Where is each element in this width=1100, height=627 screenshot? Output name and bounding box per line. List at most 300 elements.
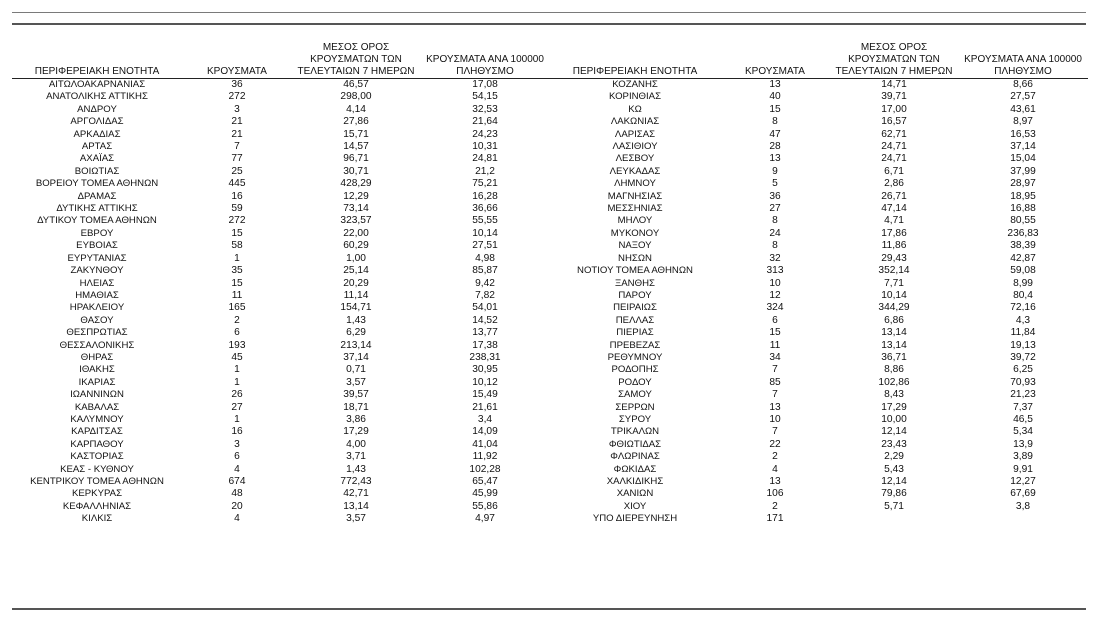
- cell-avg7: 3,86: [346, 413, 366, 425]
- table-row: [12, 240, 550, 252]
- cell-cases: 171: [766, 513, 784, 525]
- cell-avg7: [830, 513, 958, 525]
- cell-cases: 7: [772, 426, 778, 438]
- cell-per100k: 236,83: [1007, 227, 1039, 239]
- cell-avg7: 5,71: [884, 500, 904, 512]
- cell-region: ΜΑΓΝΗΣΙΑΣ: [607, 190, 663, 202]
- table-row: [550, 191, 1088, 203]
- cell-cases: 4: [234, 463, 240, 475]
- cell-cases: 28: [769, 141, 781, 153]
- cell-per100k: 17,08: [472, 79, 498, 90]
- table-row: [12, 116, 550, 128]
- cell-cases: 6: [234, 451, 240, 463]
- cell-region: ΚΟΖΑΝΗΣ: [612, 79, 658, 90]
- cell-cases: 16: [231, 190, 243, 202]
- cell-avg7: 0,71: [346, 364, 366, 376]
- cell-per100k: 11,92: [472, 451, 498, 463]
- cell-per100k: 7,82: [475, 289, 495, 301]
- cell-region: ΠΕΙΡΑΙΩΣ: [613, 302, 657, 314]
- cell-region: ΦΘΙΩΤΙΔΑΣ: [608, 438, 662, 450]
- cell-region: ΚΑΡΠΑΘΟΥ: [70, 438, 124, 450]
- cell-avg7: 3,57: [346, 513, 366, 525]
- cell-avg7: 17,29: [343, 426, 369, 438]
- cell-avg7: 13,14: [343, 500, 369, 512]
- table-row: [550, 104, 1088, 116]
- cell-avg7: 10,00: [881, 413, 907, 425]
- table-header-row: [550, 30, 1088, 79]
- cell-avg7: 8,43: [884, 389, 904, 401]
- table-row: [12, 228, 550, 240]
- table-row: [550, 228, 1088, 240]
- cell-avg7: 11,86: [881, 240, 907, 252]
- cell-cases: 272: [228, 215, 246, 227]
- cell-per100k: 27,57: [1010, 91, 1036, 103]
- table-row: [12, 315, 550, 327]
- cell-cases: 27: [231, 401, 243, 413]
- cell-per100k: 16,88: [1010, 203, 1036, 215]
- cell-avg7: 46,57: [343, 79, 369, 90]
- cell-region: ΜΕΣΣΗΝΙΑΣ: [607, 203, 663, 215]
- cell-region: ΚΕΑΣ - ΚΥΘΝΟΥ: [60, 463, 134, 475]
- cell-cases: 13: [769, 476, 781, 487]
- cell-cases: 106: [766, 488, 784, 500]
- left-table-block: [12, 30, 550, 526]
- cell-cases: 32: [769, 252, 781, 264]
- table-row: [12, 104, 550, 116]
- cell-avg7: 17,29: [881, 401, 907, 413]
- cell-cases: 3: [234, 103, 240, 115]
- cell-region: ΝΑΞΟΥ: [618, 240, 652, 252]
- cell-avg7: 3,57: [346, 376, 366, 388]
- cell-per100k: 24,23: [472, 128, 498, 140]
- cell-region: ΣΕΡΡΩΝ: [615, 401, 655, 413]
- cell-per100k: [958, 513, 1088, 525]
- cell-cases: 313: [766, 265, 784, 277]
- cell-avg7: 39,57: [343, 389, 369, 401]
- cell-per100k: 5,34: [1013, 426, 1033, 438]
- cell-region: ΚΑΛΥΜΝΟΥ: [70, 413, 124, 425]
- cell-region: ΡΟΔΟΥ: [618, 376, 652, 388]
- table-row: [12, 290, 550, 302]
- cell-cases: 11: [769, 339, 781, 351]
- cell-region: ΕΒΡΟΥ: [80, 227, 114, 239]
- cell-per100k: 13,77: [472, 327, 498, 339]
- cell-cases: 8: [772, 240, 778, 252]
- table-row: [550, 352, 1088, 364]
- cell-per100k: 38,39: [1010, 240, 1036, 252]
- cell-per100k: 15,49: [472, 389, 498, 401]
- cell-cases: 22: [769, 438, 781, 450]
- cell-avg7: 26,71: [881, 190, 907, 202]
- cell-avg7: 47,14: [881, 203, 907, 215]
- cell-region: ΚΕΡΚΥΡΑΣ: [71, 488, 122, 500]
- table-row: [12, 513, 550, 525]
- cell-region: ΝΗΣΩΝ: [618, 252, 652, 264]
- cell-region: ΞΑΝΘΗΣ: [615, 277, 655, 289]
- cell-region: ΡΟΔΟΠΗΣ: [611, 364, 659, 376]
- cell-region: ΙΚΑΡΙΑΣ: [78, 376, 116, 388]
- cell-region: ΗΜΑΘΙΑΣ: [75, 289, 119, 301]
- cell-cases: 10: [769, 413, 781, 425]
- cell-avg7: 96,71: [343, 153, 369, 165]
- right-table-block: [550, 30, 1088, 526]
- cell-avg7: 39,71: [881, 91, 907, 103]
- table-row: [12, 191, 550, 203]
- cell-cases: 15: [769, 327, 781, 339]
- cell-per100k: 8,97: [1013, 116, 1033, 128]
- cell-cases: 3: [234, 438, 240, 450]
- cell-region: ΚΩ: [628, 103, 642, 115]
- cell-region: ΚΑΣΤΟΡΙΑΣ: [70, 451, 124, 463]
- cell-region: ΙΘΑΚΗΣ: [79, 364, 115, 376]
- cell-avg7: 4,00: [346, 438, 366, 450]
- cell-per100k: 6,25: [1013, 364, 1033, 376]
- cell-cases: 8: [772, 215, 778, 227]
- cell-avg7: 1,00: [346, 252, 366, 264]
- table-row: [550, 340, 1088, 352]
- cell-per100k: 4,3: [1015, 314, 1031, 326]
- cell-region: ΔΥΤΙΚΗΣ ΑΤΤΙΚΗΣ: [56, 203, 138, 215]
- cell-per100k: 32,53: [472, 103, 498, 115]
- cell-region: ΧΙΟΥ: [623, 500, 647, 512]
- table-row: [550, 315, 1088, 327]
- cell-per100k: 21,61: [472, 401, 498, 413]
- table-row: [550, 215, 1088, 227]
- table-row: [550, 203, 1088, 215]
- header-region: ΠΕΡΙΦΕΡΕΙΑΚΗ ΕΝΟΤΗΤΑ: [12, 30, 182, 79]
- cell-per100k: 9,42: [475, 277, 495, 289]
- table-row: [12, 389, 550, 401]
- cell-cases: 16: [231, 426, 243, 438]
- table-body-left: [12, 79, 550, 526]
- cases-table-left: [12, 30, 550, 526]
- cell-avg7: 15,71: [343, 128, 369, 140]
- cell-avg7: 14,57: [343, 141, 369, 153]
- cell-per100k: 15,04: [1010, 153, 1036, 165]
- table-row: [12, 278, 550, 290]
- cell-avg7: 18,71: [343, 401, 369, 413]
- top-rule: [12, 12, 1086, 13]
- cell-avg7: 17,86: [881, 227, 907, 239]
- cell-per100k: 14,52: [472, 314, 498, 326]
- header-avg7: ΜΕΣΟΣ ΟΡΟΣ ΚΡΟΥΣΜΑΤΩΝ ΤΩΝ ΤΕΛΕΥΤΑΙΩΝ 7 ΗΜΕΡΩΝ: [292, 30, 420, 79]
- cell-cases: 12: [769, 289, 781, 301]
- table-row: [550, 166, 1088, 178]
- cell-avg7: 60,29: [343, 240, 369, 252]
- cell-per100k: 18,95: [1010, 190, 1036, 202]
- cell-avg7: 154,71: [340, 302, 372, 314]
- cell-avg7: 13,14: [881, 339, 907, 351]
- table-row: [12, 451, 550, 463]
- cell-cases: 1: [234, 376, 240, 388]
- table-row: [12, 166, 550, 178]
- cell-per100k: 24,81: [472, 153, 498, 165]
- table-row: [12, 352, 550, 364]
- cell-region: ΠΕΛΛΑΣ: [615, 314, 655, 326]
- table-row: [550, 464, 1088, 476]
- cell-cases: 45: [231, 351, 243, 363]
- cell-per100k: 54,15: [472, 91, 498, 103]
- table-row: [12, 426, 550, 438]
- cell-region: ΦΛΩΡΙΝΑΣ: [610, 451, 660, 463]
- cell-cases: 2: [772, 451, 778, 463]
- cell-per100k: 8,99: [1013, 277, 1033, 289]
- cell-region: ΕΥΡΥΤΑΝΙΑΣ: [67, 252, 127, 264]
- cell-region: ΣΥΡΟΥ: [618, 413, 652, 425]
- cell-region: ΘΕΣΠΡΩΤΙΑΣ: [66, 327, 128, 339]
- table-body-right: [550, 79, 1088, 526]
- table-row: [12, 327, 550, 339]
- cell-per100k: 72,16: [1010, 302, 1036, 314]
- cell-cases: 8: [772, 116, 778, 128]
- cell-cases: 9: [772, 165, 778, 177]
- table-row: [550, 377, 1088, 389]
- cell-cases: 272: [228, 91, 246, 103]
- table-row: [12, 178, 550, 190]
- cell-cases: 85: [769, 376, 781, 388]
- table-row: [12, 302, 550, 314]
- table-row: [12, 377, 550, 389]
- cell-per100k: 37,14: [1010, 141, 1036, 153]
- cell-per100k: 8,66: [1013, 79, 1033, 90]
- cell-region: ΥΠΟ ΔΙΕΡΕΥΝΗΣΗ: [592, 513, 678, 525]
- cell-cases: 1: [234, 252, 240, 264]
- cell-avg7: 42,71: [343, 488, 369, 500]
- cell-per100k: 21,64: [472, 116, 498, 128]
- cell-per100k: 85,87: [472, 265, 498, 277]
- cell-avg7: 2,29: [884, 451, 904, 463]
- cell-avg7: 10,14: [881, 289, 907, 301]
- table-row: [550, 513, 1088, 525]
- cell-cases: 36: [231, 79, 243, 90]
- cell-cases: 165: [228, 302, 246, 314]
- table-row: [550, 364, 1088, 376]
- cell-per100k: 14,09: [472, 426, 498, 438]
- cell-avg7: 4,71: [884, 215, 904, 227]
- cell-avg7: 352,14: [878, 265, 910, 277]
- table-row: [550, 240, 1088, 252]
- cell-region: ΛΑΚΩΝΙΑΣ: [610, 116, 660, 128]
- cell-per100k: 80,4: [1013, 289, 1033, 301]
- table-row: [550, 141, 1088, 153]
- table-row: [550, 426, 1088, 438]
- cell-cases: 7: [772, 389, 778, 401]
- cell-cases: 10: [769, 277, 781, 289]
- cell-region: ΤΡΙΚΑΛΩΝ: [610, 426, 660, 438]
- table-row: [550, 439, 1088, 451]
- cell-avg7: 12,29: [343, 190, 369, 202]
- cell-region: ΛΕΥΚΑΔΑΣ: [609, 165, 661, 177]
- cell-region: ΑΙΤΩΛΟΑΚΑΡΝΑΝΙΑΣ: [48, 79, 146, 90]
- cell-region: ΝΟΤΙΟΥ ΤΟΜΕΑ ΑΘΗΝΩΝ: [577, 265, 693, 277]
- cell-per100k: 80,55: [1010, 215, 1036, 227]
- cell-cases: 36: [769, 190, 781, 202]
- cell-avg7: 12,14: [881, 426, 907, 438]
- table-row: [12, 476, 550, 488]
- cell-avg7: 298,00: [340, 91, 372, 103]
- cell-region: ΠΡΕΒΕΖΑΣ: [609, 339, 661, 351]
- cell-avg7: 24,71: [881, 153, 907, 165]
- cell-per100k: 9,91: [1013, 463, 1033, 475]
- table-row: [550, 253, 1088, 265]
- cell-per100k: 75,21: [472, 178, 498, 190]
- cell-avg7: 2,86: [884, 178, 904, 190]
- cell-avg7: 16,57: [881, 116, 907, 128]
- header-avg7: ΜΕΣΟΣ ΟΡΟΣ ΚΡΟΥΣΜΑΤΩΝ ΤΩΝ ΤΕΛΕΥΤΑΙΩΝ 7 ΗΜΕΡΩΝ: [830, 30, 958, 79]
- cell-cases: 324: [766, 302, 784, 314]
- cell-region: ΛΑΡΙΣΑΣ: [614, 128, 656, 140]
- table-row: [12, 253, 550, 265]
- table-row: [12, 129, 550, 141]
- cell-per100k: 16,28: [472, 190, 498, 202]
- table-row: [550, 501, 1088, 513]
- table-row: [550, 389, 1088, 401]
- cell-per100k: 65,47: [472, 476, 498, 487]
- cell-cases: 13: [769, 79, 781, 90]
- cell-cases: 5: [772, 178, 778, 190]
- cell-per100k: 27,51: [472, 240, 498, 252]
- table-row: [550, 402, 1088, 414]
- cell-avg7: 62,71: [881, 128, 907, 140]
- cell-per100k: 4,97: [475, 513, 495, 525]
- table-row: [550, 178, 1088, 190]
- cell-cases: 2: [234, 314, 240, 326]
- header-per100k: ΚΡΟΥΣΜΑΤΑ ΑΝΑ 100000 ΠΛΗΘΥΣΜΟ: [958, 30, 1088, 79]
- cell-per100k: 70,93: [1010, 376, 1036, 388]
- cell-region: ΑΡΚΑΔΙΑΣ: [73, 128, 121, 140]
- cell-per100k: 238,31: [469, 351, 501, 363]
- cell-region: ΑΡΓΟΛΙΔΑΣ: [70, 116, 124, 128]
- table-row: [12, 464, 550, 476]
- cell-avg7: 23,43: [881, 438, 907, 450]
- cell-cases: 6: [234, 327, 240, 339]
- cell-cases: 193: [228, 339, 246, 351]
- cell-avg7: 17,00: [881, 103, 907, 115]
- cell-region: ΕΥΒΟΙΑΣ: [76, 240, 118, 252]
- cell-per100k: 41,04: [472, 438, 498, 450]
- cell-cases: 21: [231, 128, 243, 140]
- cell-cases: 13: [769, 401, 781, 413]
- cell-region: ΛΑΣΙΘΙΟΥ: [612, 141, 658, 153]
- cell-cases: 58: [231, 240, 243, 252]
- cell-per100k: 21,2: [475, 165, 495, 177]
- cell-cases: 15: [231, 277, 243, 289]
- table-row: [12, 340, 550, 352]
- cell-per100k: 28,97: [1010, 178, 1036, 190]
- table-row: [12, 414, 550, 426]
- cell-cases: 15: [231, 227, 243, 239]
- table-row: [12, 215, 550, 227]
- cell-avg7: 1,43: [346, 314, 366, 326]
- cell-per100k: 37,99: [1010, 165, 1036, 177]
- cell-per100k: 7,37: [1013, 401, 1033, 413]
- header-per100k: ΚΡΟΥΣΜΑΤΑ ΑΝΑ 100000 ΠΛΗΘΥΣΜΟ: [420, 30, 550, 79]
- table-header-row: [12, 30, 550, 79]
- cell-cases: 21: [231, 116, 243, 128]
- table-row: [550, 116, 1088, 128]
- cell-per100k: 59,08: [1010, 265, 1036, 277]
- cell-cases: 2: [772, 500, 778, 512]
- cell-region: ΔΡΑΜΑΣ: [77, 190, 117, 202]
- cell-per100k: 43,61: [1010, 103, 1036, 115]
- header-cases: ΚΡΟΥΣΜΑΤΑ: [182, 30, 292, 79]
- cell-avg7: 8,86: [884, 364, 904, 376]
- table-row: [12, 265, 550, 277]
- cell-cases: 674: [228, 476, 246, 487]
- cell-region: ΚΕΝΤΡΙΚΟΥ ΤΟΜΕΑ ΑΘΗΝΩΝ: [30, 476, 164, 487]
- cell-region: ΖΑΚΥΝΘΟΥ: [70, 265, 124, 277]
- cell-avg7: 344,29: [878, 302, 910, 314]
- table-row: [12, 153, 550, 165]
- cell-per100k: 11,84: [1010, 327, 1036, 339]
- cell-avg7: 27,86: [343, 116, 369, 128]
- cell-region: ΑΝΔΡΟΥ: [77, 103, 117, 115]
- table-row: [12, 79, 550, 92]
- cell-cases: 445: [228, 178, 246, 190]
- cell-avg7: 24,71: [881, 141, 907, 153]
- cell-per100k: 21,23: [1010, 389, 1036, 401]
- table-row: [550, 153, 1088, 165]
- cell-cases: 48: [231, 488, 243, 500]
- cell-avg7: 6,29: [346, 327, 366, 339]
- cell-cases: 6: [772, 314, 778, 326]
- cell-region: ΙΩΑΝΝΙΝΩΝ: [70, 389, 124, 401]
- cell-avg7: 22,00: [343, 227, 369, 239]
- cell-per100k: 55,55: [472, 215, 498, 227]
- table-row: [550, 278, 1088, 290]
- cell-cases: 7: [234, 141, 240, 153]
- cell-cases: 25: [231, 165, 243, 177]
- cell-per100k: 16,53: [1010, 128, 1036, 140]
- table-row: [12, 402, 550, 414]
- cell-avg7: 5,43: [884, 463, 904, 475]
- cell-per100k: 3,89: [1013, 451, 1033, 463]
- cell-region: ΡΕΘΥΜΝΟΥ: [607, 351, 663, 363]
- cell-avg7: 772,43: [340, 476, 372, 487]
- cell-avg7: 1,43: [346, 463, 366, 475]
- cell-avg7: 102,86: [878, 376, 910, 388]
- cell-avg7: 4,14: [346, 103, 366, 115]
- cell-avg7: 3,71: [346, 451, 366, 463]
- cell-cases: 27: [769, 203, 781, 215]
- cell-per100k: 54,01: [472, 302, 498, 314]
- table-row: [550, 302, 1088, 314]
- cell-region: ΑΧΑΪΑΣ: [79, 153, 115, 165]
- cell-avg7: 6,86: [884, 314, 904, 326]
- cell-region: ΚΟΡΙΝΘΙΑΣ: [608, 91, 662, 103]
- table-row: [12, 141, 550, 153]
- cell-cases: 1: [234, 413, 240, 425]
- table-row: [550, 476, 1088, 488]
- table-row: [550, 79, 1088, 92]
- cell-per100k: 13,9: [1013, 438, 1033, 450]
- cell-per100k: 10,31: [472, 141, 498, 153]
- cell-cases: 77: [231, 153, 243, 165]
- cell-region: ΘΕΣΣΑΛΟΝΙΚΗΣ: [59, 339, 135, 351]
- table-row: [550, 414, 1088, 426]
- cell-region: ΣΑΜΟΥ: [618, 389, 652, 401]
- cell-per100k: 102,28: [469, 463, 501, 475]
- cell-avg7: 12,14: [881, 476, 907, 487]
- cell-region: ΦΩΚΙΔΑΣ: [613, 463, 657, 475]
- table-row: [550, 290, 1088, 302]
- cases-table-right: [550, 30, 1088, 526]
- cell-cases: 11: [231, 289, 243, 301]
- table-row: [550, 327, 1088, 339]
- cell-region: ΘΗΡΑΣ: [80, 351, 114, 363]
- cell-cases: 24: [769, 227, 781, 239]
- cell-region: ΛΕΣΒΟΥ: [615, 153, 655, 165]
